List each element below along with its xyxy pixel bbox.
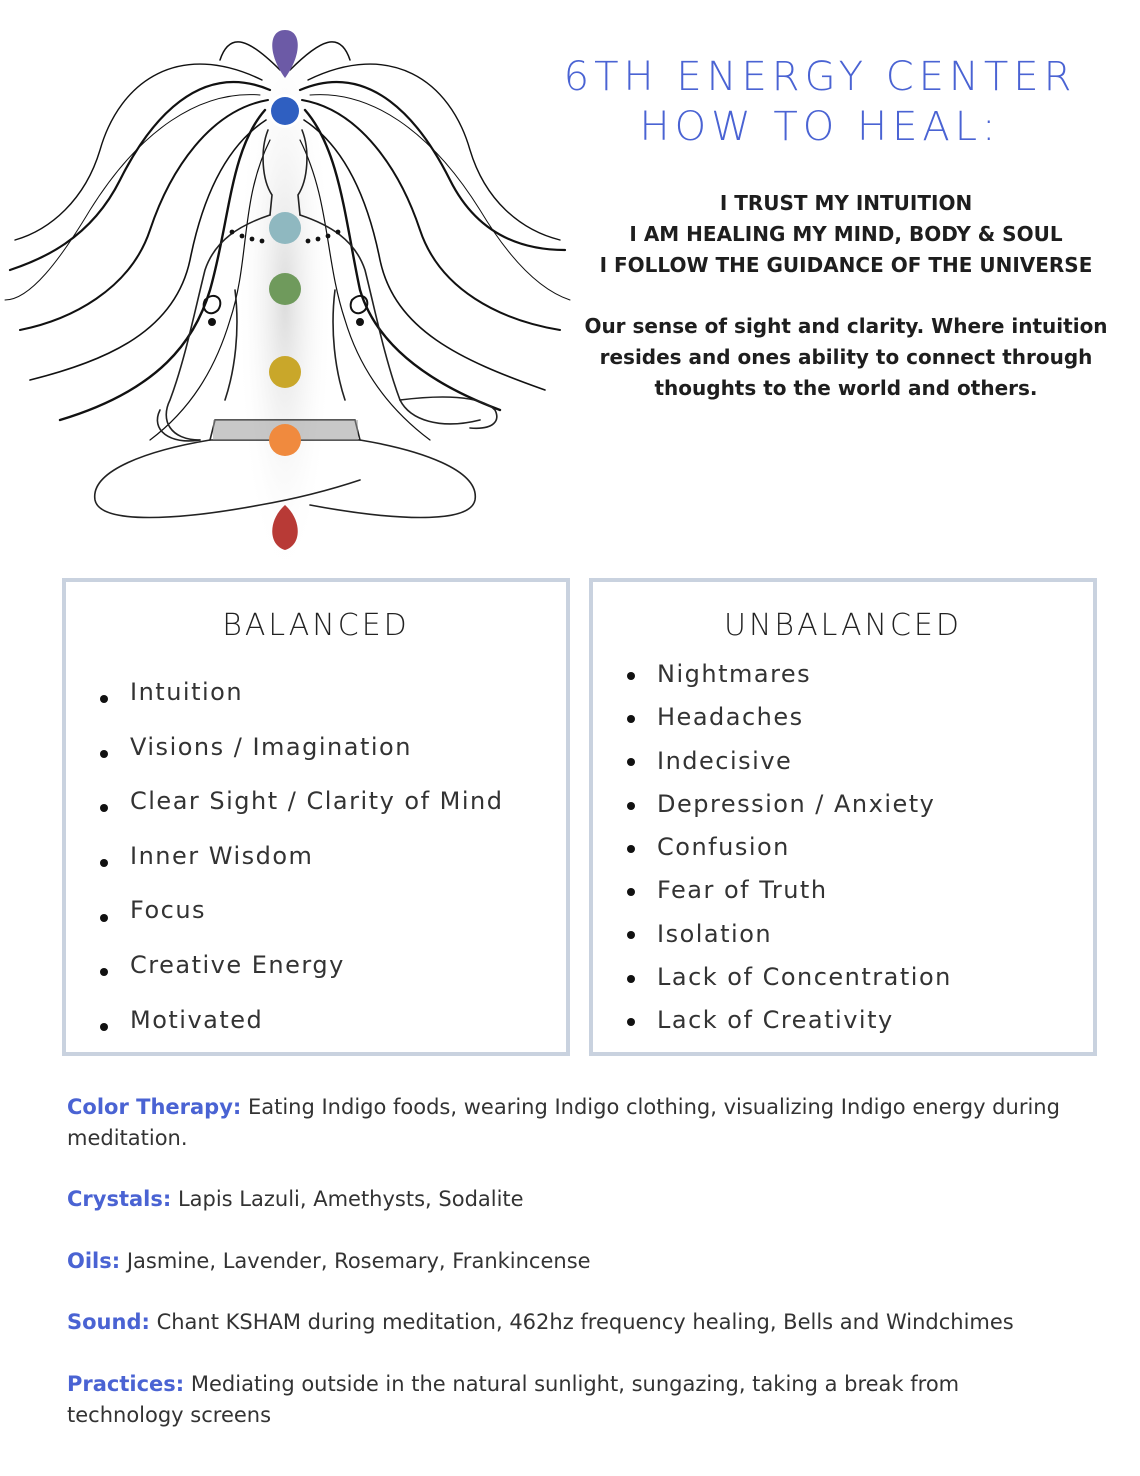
unbalanced-list — [597, 654, 952, 1044]
oils-info — [67, 1246, 1067, 1277]
unbalanced-heading: UNBALANCED — [724, 608, 962, 643]
solar-plexus-chakra-icon — [269, 356, 301, 388]
list-item: Confusion — [597, 827, 952, 870]
practices-label: Practices: — [67, 1372, 185, 1396]
list-item: Headaches — [597, 697, 952, 740]
unbalanced-box — [589, 578, 1097, 1056]
throat-chakra-icon — [269, 212, 301, 244]
heart-chakra-icon — [269, 273, 301, 305]
affirmation-1: I TRUST MY INTUITION — [719, 191, 973, 215]
affirmations — [580, 188, 1112, 281]
list-item: Indecisive — [597, 741, 952, 784]
balanced-list — [70, 672, 504, 1054]
affirmation-3: I FOLLOW THE GUIDANCE OF THE UNIVERSE — [599, 253, 1093, 277]
list-item: Clear Sight / Clarity of Mind — [70, 781, 504, 836]
list-item: Creative Energy — [70, 945, 504, 1000]
list-item: Nightmares — [597, 654, 952, 697]
crystals-info — [67, 1184, 1067, 1215]
color-therapy-label: Color Therapy: — [67, 1095, 242, 1119]
description: Our sense of sight and clarity. Where intuition resides and ones ability to connect through thoughts to the world and others. — [584, 314, 1108, 400]
list-item: Inner Wisdom — [70, 836, 504, 891]
list-item: Fear of Truth — [597, 870, 952, 913]
list-item: Depression / Anxiety — [597, 784, 952, 827]
affirmation-2: I AM HEALING MY MIND, BODY & SOUL — [629, 222, 1063, 246]
sound-text: Chant KSHAM during meditation, 462hz frequency healing, Bells and Windchimes — [149, 1310, 1014, 1334]
crystals-label: Crystals: — [67, 1187, 172, 1211]
sacral-chakra-icon — [269, 424, 301, 456]
color-therapy-info — [67, 1092, 1067, 1154]
sound-info — [67, 1307, 1067, 1338]
practices-info — [67, 1369, 1067, 1431]
list-item: Lack of Creativity — [597, 1000, 952, 1043]
page-title — [560, 52, 1080, 152]
oils-label: Oils: — [67, 1249, 121, 1273]
list-item: Visions / Imagination — [70, 727, 504, 782]
color-therapy-text: Eating Indigo foods, wearing Indigo clothing, visualizing Indigo energy during meditation. — [67, 1095, 1060, 1150]
list-item: Focus — [70, 890, 504, 945]
balanced-heading: BALANCED — [222, 608, 410, 643]
balanced-box — [62, 578, 570, 1056]
oils-text: Jasmine, Lavender, Rosemary, Frankincense — [120, 1249, 591, 1273]
list-item: Isolation — [597, 914, 952, 957]
third-eye-chakra-icon — [271, 97, 299, 125]
practices-text: Mediating outside in the natural sunlight, sungazing, taking a break from technology screens — [67, 1372, 960, 1427]
list-item: Motivated — [70, 1000, 504, 1055]
list-item: Intuition — [70, 672, 504, 727]
list-item: Lack of Concentration — [597, 957, 952, 1000]
meditating-figure-illustration — [0, 20, 575, 580]
title-line-1: 6TH ENERGY CENTER — [563, 54, 1077, 100]
sound-label: Sound: — [67, 1310, 150, 1334]
crystals-text: Lapis Lazuli, Amethysts, Sodalite — [171, 1187, 524, 1211]
title-line-2: HOW TO HEAL: — [639, 104, 1001, 150]
